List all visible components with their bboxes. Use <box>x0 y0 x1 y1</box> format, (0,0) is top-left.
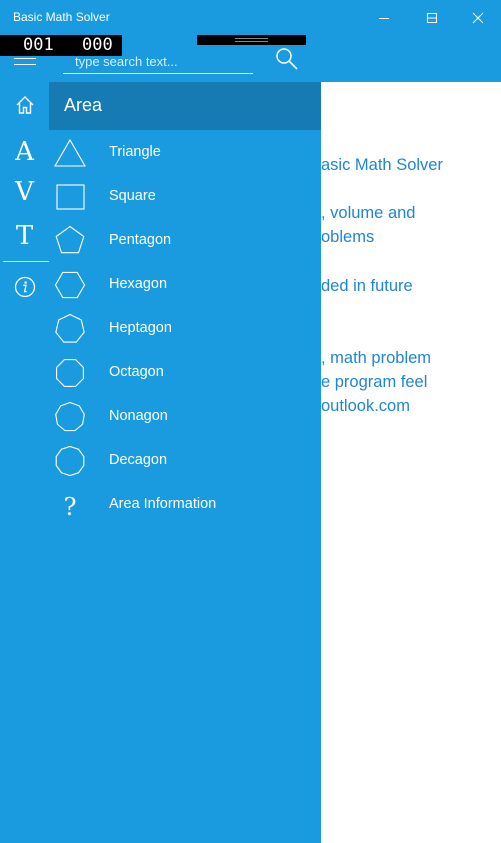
menu-item-hexagon[interactable] <box>49 263 321 307</box>
triangle-icon <box>53 137 87 169</box>
menu-item-octagon[interactable] <box>49 351 321 395</box>
maximize-icon <box>426 12 438 24</box>
menu-item-label: Heptagon <box>109 320 172 336</box>
nav-rail <box>0 82 49 843</box>
rail-divider <box>3 261 49 262</box>
counter-left: 001 <box>23 35 54 55</box>
menu-item-decagon[interactable] <box>49 439 321 483</box>
search-icon <box>274 46 300 72</box>
pentagon-icon <box>53 225 87 257</box>
nav-volume[interactable]: V <box>15 177 34 207</box>
home-icon <box>14 94 36 116</box>
menu-item-label: Hexagon <box>109 276 168 292</box>
area-pane <box>49 82 321 843</box>
close-button[interactable] <box>455 0 501 35</box>
content-line: oblems <box>321 228 375 246</box>
counter-right: 000 <box>82 35 113 55</box>
window-title: Basic Math Solver <box>13 10 110 24</box>
close-icon <box>472 12 484 24</box>
pane-header <box>49 82 321 130</box>
minimize-icon <box>378 12 390 24</box>
menu-item-pentagon[interactable] <box>49 219 321 263</box>
pane-title: Area <box>64 95 103 115</box>
menu-item-square[interactable] <box>49 175 321 219</box>
nav-info[interactable] <box>0 275 49 299</box>
nav-home[interactable] <box>0 90 49 120</box>
nav-area[interactable]: A <box>15 137 34 167</box>
menu-item-label: Triangle <box>109 144 161 160</box>
svg-text:?: ? <box>63 493 77 521</box>
menu-item-label: Area Information <box>109 496 217 512</box>
menu-item-label: Octagon <box>109 364 164 380</box>
menu-item-label: Square <box>109 188 156 204</box>
main-content <box>321 82 501 843</box>
content-line: , volume and <box>321 204 416 222</box>
hexagon-icon <box>53 269 87 301</box>
frame-counter <box>0 35 122 56</box>
menu-item-nonagon[interactable] <box>49 395 321 439</box>
menu-item-label: Pentagon <box>109 232 172 248</box>
content-line: , math problem <box>321 349 432 367</box>
content-line: asic Math Solver <box>321 156 443 174</box>
content-line: ded in future <box>321 277 413 295</box>
nav-text[interactable]: T <box>15 221 34 251</box>
nonagon-icon <box>53 401 87 433</box>
search-button[interactable] <box>274 46 300 72</box>
maximize-button[interactable] <box>409 0 455 35</box>
menu-item-area-information[interactable] <box>49 483 321 527</box>
menu-item-heptagon[interactable] <box>49 307 321 351</box>
minimize-button[interactable] <box>361 0 407 35</box>
question-icon <box>53 489 87 521</box>
menu-item-label: Nonagon <box>109 408 168 424</box>
menu-item-triangle[interactable] <box>49 131 321 175</box>
info-icon <box>14 276 36 298</box>
content-line: e program feel <box>321 373 428 391</box>
octagon-icon <box>53 357 87 389</box>
content-line: outlook.com <box>321 397 410 415</box>
drag-handle[interactable] <box>197 35 306 45</box>
decagon-icon <box>53 445 87 477</box>
heptagon-icon <box>53 313 87 345</box>
menu-item-label: Decagon <box>109 452 168 468</box>
square-icon <box>53 181 87 213</box>
